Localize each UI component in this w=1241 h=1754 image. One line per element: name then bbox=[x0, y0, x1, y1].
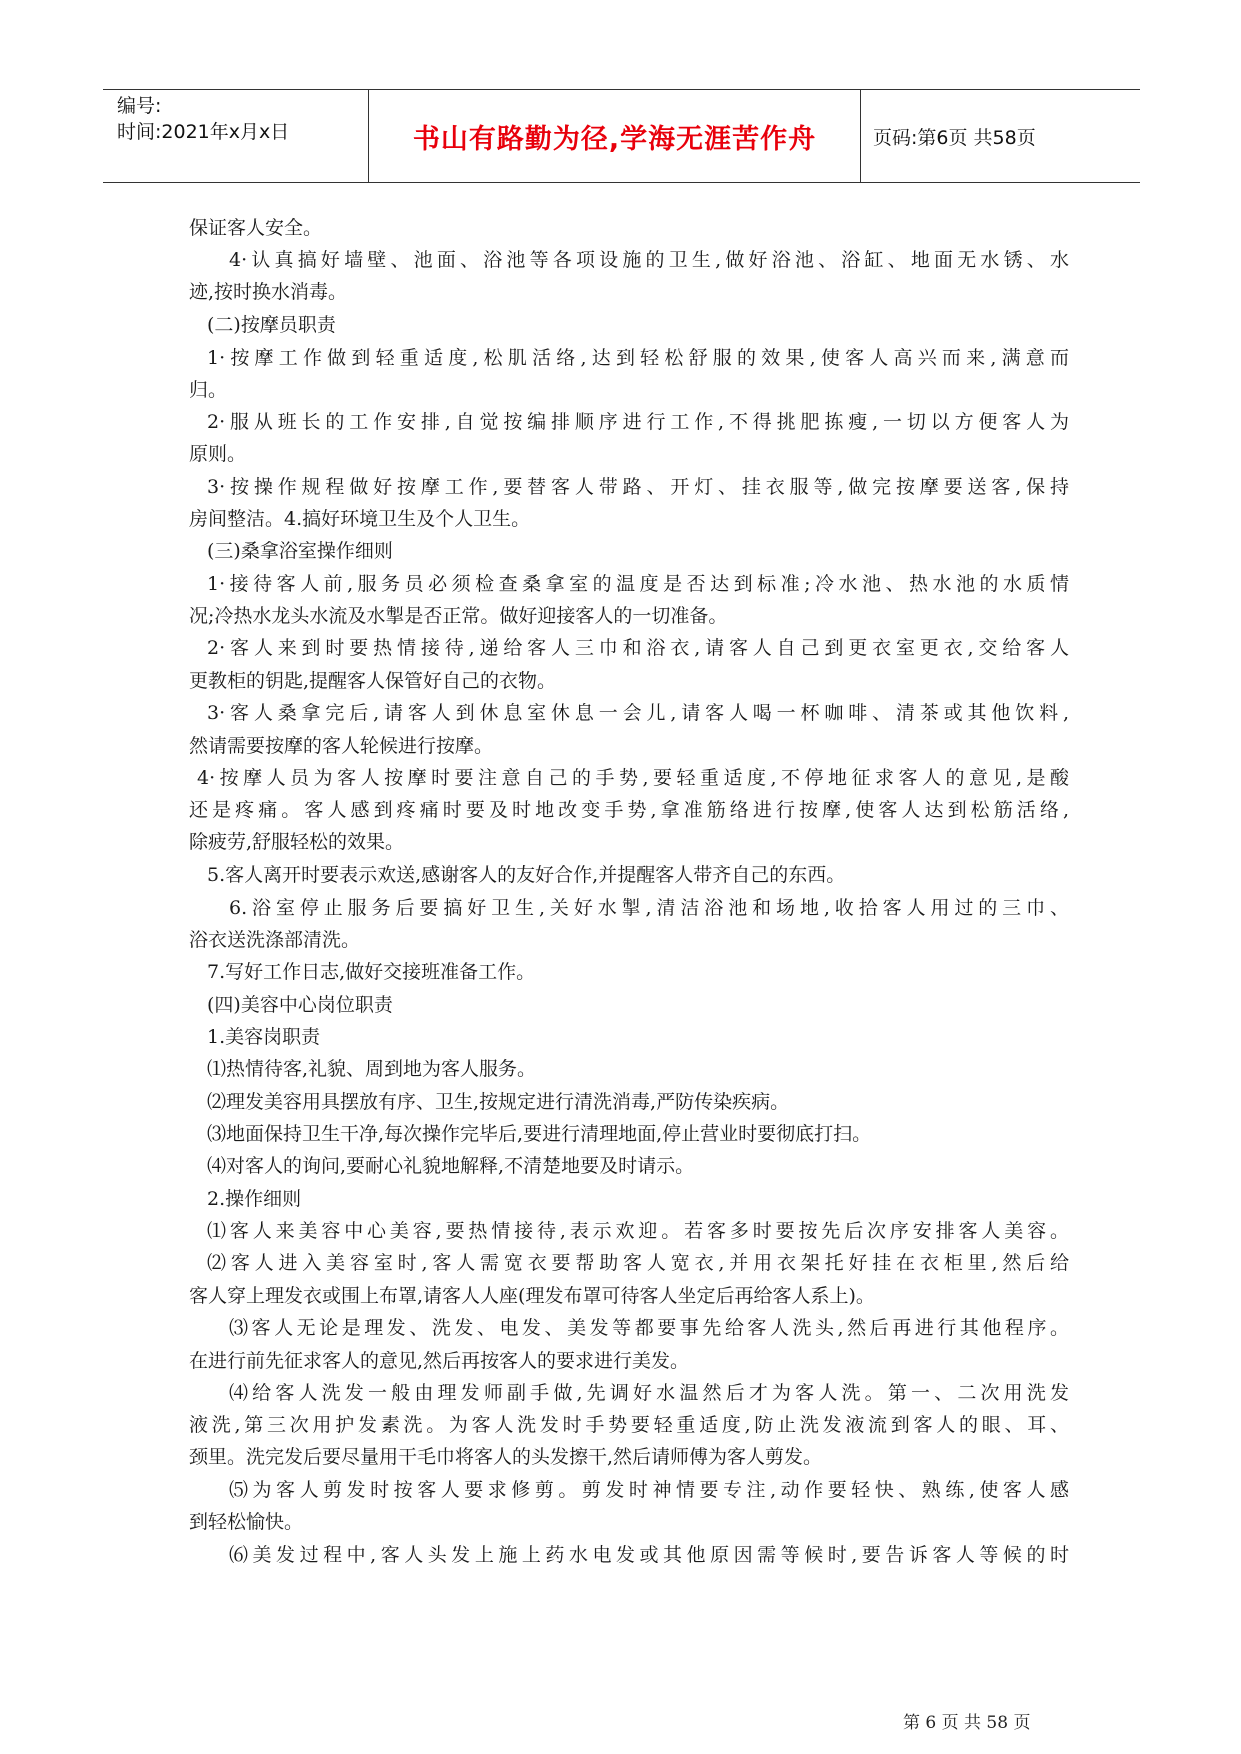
body-line: 在进行前先征求客人的意见,然后再按客人的要求进行美发。 bbox=[189, 1350, 690, 1372]
body-line: 客人穿上理发衣或围上布罩,请客人人座(理发布罩可待客人坐定后再给客人系上)。 bbox=[189, 1285, 875, 1307]
section-heading: (二)按摩员职责 bbox=[207, 314, 336, 336]
body-line: 液洗,第三次用护发素洗。为客人洗发时手势要轻重适度,防止洗发液流到客人的眼、耳、 bbox=[189, 1414, 1069, 1436]
body-line: 然请需要按摩的客人轮候进行按摩。 bbox=[189, 735, 494, 757]
section-heading: (三)桑拿浴室操作细则 bbox=[207, 540, 393, 562]
header-page-cell bbox=[861, 90, 1140, 182]
body-line: ⑴热情待客,礼貌、周到地为客人服务。 bbox=[207, 1058, 537, 1080]
document-date-label: 时间:2021年x月x日 bbox=[117, 121, 290, 143]
body-line: 2·客人来到时要热情接待,递给客人三巾和浴衣,请客人自己到更衣室更衣,交给客人 bbox=[207, 637, 1069, 659]
body-line: 2·服从班长的工作安排,自觉按编排顺序进行工作,不得挑肥拣瘦,一切以方便客人为 bbox=[207, 411, 1069, 433]
body-line: 1·接待客人前,服务员必须检查桑拿室的温度是否达到标准;冷水池、热水池的水质情 bbox=[207, 573, 1069, 595]
body-line: 迹,按时换水消毒。 bbox=[189, 281, 348, 303]
body-line: 到轻松愉快。 bbox=[189, 1511, 304, 1533]
body-line: 6.浴室停止服务后要搞好卫生,关好水掣,清洁浴池和场地,收拾客人用过的三巾、 bbox=[229, 897, 1069, 919]
body-line: ⑴客人来美容中心美容,要热情接待,表示欢迎。若客多时要按先后次序安排客人美容。 bbox=[207, 1220, 1069, 1242]
body-line: 4·按摩人员为客人按摩时要注意自己的手势,要轻重适度,不停地征求客人的意见,是酸 bbox=[197, 767, 1069, 789]
body-line: 1·按摩工作做到轻重适度,松肌活络,达到轻松舒服的效果,使客人高兴而来,满意而 bbox=[207, 347, 1069, 369]
document-number-label: 编号: bbox=[117, 95, 162, 117]
body-line: ⑵理发美容用具摆放有序、卫生,按规定进行清洗消毒,严防传染疾病。 bbox=[207, 1091, 790, 1113]
subsection-heading: 2.操作细则 bbox=[207, 1188, 302, 1210]
body-line: 更教柜的钥匙,提醒客人保管好自己的衣物。 bbox=[189, 670, 557, 692]
body-line: 房间整洁。4.搞好环境卫生及个人卫生。 bbox=[189, 508, 531, 530]
body-line: ⑵客人进入美容室时,客人需宽衣要帮助客人宽衣,并用衣架托好挂在衣柜里,然后给 bbox=[207, 1252, 1069, 1274]
document-header bbox=[103, 89, 1140, 183]
body-line: ⑶地面保持卫生干净,每次操作完毕后,要进行清理地面,停止营业时要彻底打扫。 bbox=[207, 1123, 872, 1145]
body-line: 况;冷热水龙头水流及水掣是否正常。做好迎接客人的一切准备。 bbox=[189, 605, 728, 627]
body-line: ⑹美发过程中,客人头发上施上药水电发或其他原因需等候时,要告诉客人等候的时 bbox=[229, 1544, 1069, 1566]
body-line: 原则。 bbox=[189, 443, 247, 465]
body-line: 7.写好工作日志,做好交接班准备工作。 bbox=[207, 961, 536, 983]
header-motto: 书山有路勤为径,学海无涯苦作舟 bbox=[412, 123, 817, 155]
body-line: 3·客人桑拿完后,请客人到休息室休息一会儿,请客人喝一杯咖啡、清茶或其他饮料, bbox=[207, 702, 1069, 724]
body-line: ⑶客人无论是理发、洗发、电发、美发等都要事先给客人洗头,然后再进行其他程序。 bbox=[229, 1317, 1069, 1339]
body-line: 颈里。洗完发后要尽量用干毛巾将客人的头发擦干,然后请师傅为客人剪发。 bbox=[189, 1446, 823, 1468]
page-footer: 第 6 页 共 58 页 bbox=[903, 1713, 1031, 1733]
body-line: ⑷对客人的询问,要耐心礼貌地解释,不清楚地要及时请示。 bbox=[207, 1155, 695, 1177]
body-line: 浴衣送洗涤部清洗。 bbox=[189, 929, 361, 951]
body-line: 除疲劳,舒服轻松的效果。 bbox=[189, 831, 405, 853]
body-line: 5.客人离开时要表示欢送,感谢客人的友好合作,并提醒客人带齐自己的东西。 bbox=[207, 864, 846, 886]
body-line: ⑷给客人洗发一般由理发师副手做,先调好水温然后才为客人洗。第一、二次用洗发 bbox=[229, 1382, 1069, 1404]
body-line: 归。 bbox=[189, 379, 228, 401]
header-meta-cell bbox=[103, 90, 369, 182]
header-page-info: 页码:第6页 共58页 bbox=[873, 126, 1036, 149]
body-line: 还是疼痛。客人感到疼痛时要及时地改变手势,拿准筋络进行按摩,使客人达到松筋活络, bbox=[189, 799, 1069, 821]
subsection-heading: 1.美容岗职责 bbox=[207, 1026, 321, 1048]
section-heading: (四)美容中心岗位职责 bbox=[207, 994, 393, 1016]
body-line: ⑸为客人剪发时按客人要求修剪。剪发时神情要专注,动作要轻快、熟练,使客人感 bbox=[229, 1479, 1069, 1501]
body-line: 4·认真搞好墙壁、池面、浴池等各项设施的卫生,做好浴池、浴缸、地面无水锈、水 bbox=[229, 249, 1069, 271]
body-line: 保证客人安全。 bbox=[189, 217, 323, 239]
body-line: 3·按操作规程做好按摩工作,要替客人带路、开灯、挂衣服等,做完按摩要送客,保持 bbox=[207, 476, 1069, 498]
header-motto-cell bbox=[369, 90, 861, 182]
